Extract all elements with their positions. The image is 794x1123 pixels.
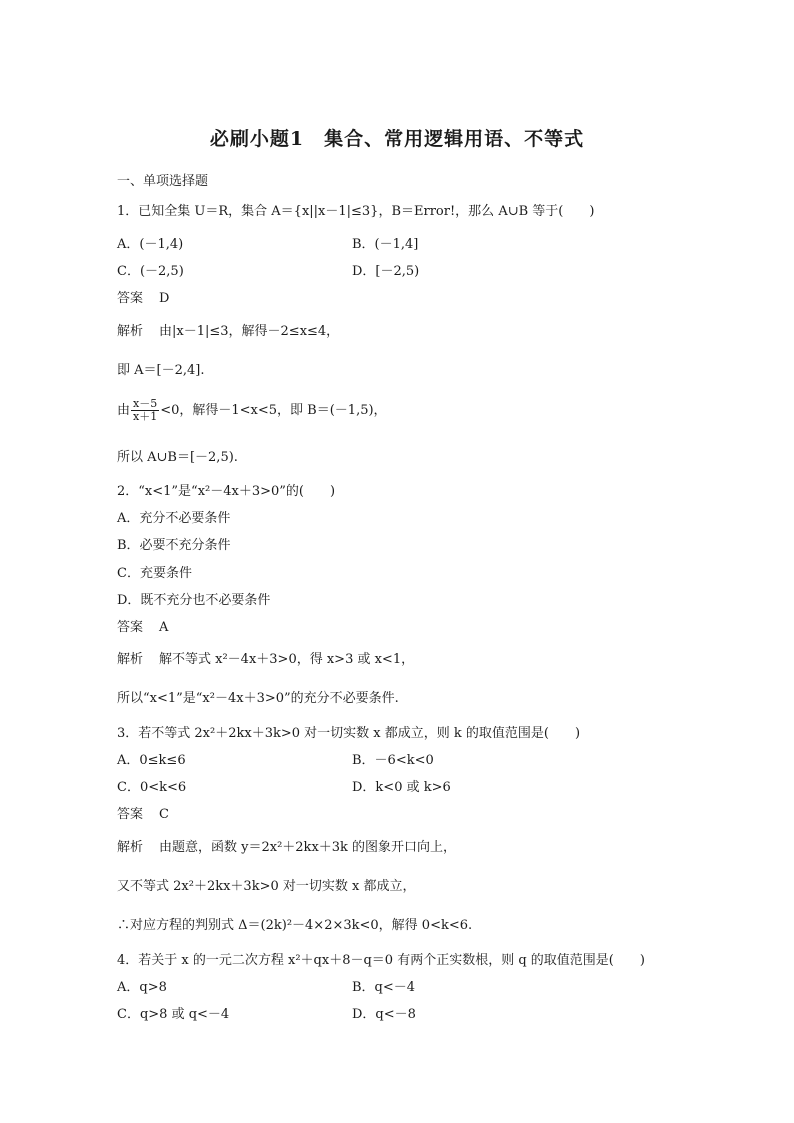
q1-answer-line — [117, 291, 169, 307]
question-2-stem: 2．“x<1”是“x²－4x＋3>0”的( ) — [117, 484, 336, 499]
section-heading: 一、单项选择题 — [117, 174, 209, 189]
q2-option-d: D．既不充分也不必要条件 — [117, 593, 271, 608]
q4-option-d: D．q<－8 — [352, 1007, 416, 1022]
q3-answer: C — [159, 807, 169, 822]
q1-option-a: A．(－1,4) — [117, 237, 184, 252]
q3-option-c: C．0<k<6 — [117, 780, 187, 795]
q2-analysis-line-1 — [117, 652, 414, 668]
q3-option-d: D．k<0 或 k>6 — [352, 780, 451, 795]
q1-step-3: 所以 A∪B＝[－2,5). — [117, 450, 238, 465]
q2-answer: A — [159, 620, 169, 635]
q1-frac-den: x＋1 — [133, 410, 158, 423]
q2-answer-line — [117, 620, 168, 636]
q2-step-1: 解不等式 x²－4x＋3>0，得 x>3 或 x<1， — [159, 652, 415, 667]
q4-option-c: C．q>8 或 q<－4 — [117, 1007, 230, 1022]
q3-option-b: B．－6<k<0 — [352, 753, 434, 768]
q1-option-c: C．(－2,5) — [117, 264, 184, 279]
q3-step-2: 又不等式 2x²＋2kx＋3k>0 对一切实数 x 都成立， — [117, 879, 416, 894]
q1-option-b: B．(－1,4] — [352, 237, 419, 252]
q1-analysis-line-1 — [117, 324, 339, 340]
q1-option-d: D．[－2,5) — [352, 264, 420, 279]
q3-step-3: ∴对应方程的判别式 Δ＝(2k)²－4×2×3k<0，解得 0<k<6. — [117, 918, 473, 933]
q4-option-b: B．q<－4 — [352, 980, 416, 995]
q3-answer-label: 答案 — [117, 807, 144, 822]
q1-step-2: 即 A＝[－2,4]. — [117, 363, 205, 378]
q1-fraction-line — [117, 397, 387, 425]
q1-answer: D — [159, 291, 170, 306]
q1-analysis-label: 解析 — [117, 324, 144, 339]
q1-answer-label: 答案 — [117, 291, 144, 306]
q4-option-a: A．q>8 — [117, 980, 167, 995]
question-3-stem: 3．若不等式 2x²＋2kx＋3k>0 对一切实数 x 都成立，则 k 的取值范围是( ) — [117, 726, 581, 741]
q2-answer-label: 答案 — [117, 620, 144, 635]
q3-step-1: 由题意，函数 y＝2x²＋2kx＋3k 的图象开口向上， — [159, 840, 457, 855]
q1-step-1: 由|x－1|≤3，解得－2≤x≤4， — [159, 324, 340, 339]
q1-fraction — [131, 398, 159, 423]
q1-frac-num: x－5 — [133, 397, 158, 410]
q2-option-c: C．充要条件 — [117, 566, 192, 581]
question-4-stem: 4．若关于 x 的一元二次方程 x²＋qx＋8－q＝0 有两个正实数根，则 q 的取值范围是( ) — [117, 953, 645, 968]
q2-option-b: B．必要不充分条件 — [117, 538, 231, 553]
q3-option-a: A．0≤k≤6 — [117, 753, 186, 768]
q3-analysis-line-1 — [117, 840, 456, 856]
q2-analysis-label: 解析 — [117, 652, 144, 667]
q3-answer-line — [117, 807, 169, 823]
q3-analysis-label: 解析 — [117, 840, 144, 855]
question-1-stem: 1．已知全集 U＝R，集合 A＝{x||x－1|≤3}，B＝Error!，那么 A∪B 等于( ) — [117, 204, 595, 219]
q2-step-2: 所以“x<1”是“x²－4x＋3>0”的充分不必要条件. — [117, 691, 399, 706]
q1-frac-prefix: 由 — [117, 403, 131, 418]
q2-option-a: A．充分不必要条件 — [117, 511, 231, 526]
page-title: 必刷小题1 集合、常用逻辑用语、不等式 — [209, 128, 585, 150]
q1-frac-suffix: <0，解得－1<x<5，即 B＝(－1,5)， — [160, 403, 387, 418]
